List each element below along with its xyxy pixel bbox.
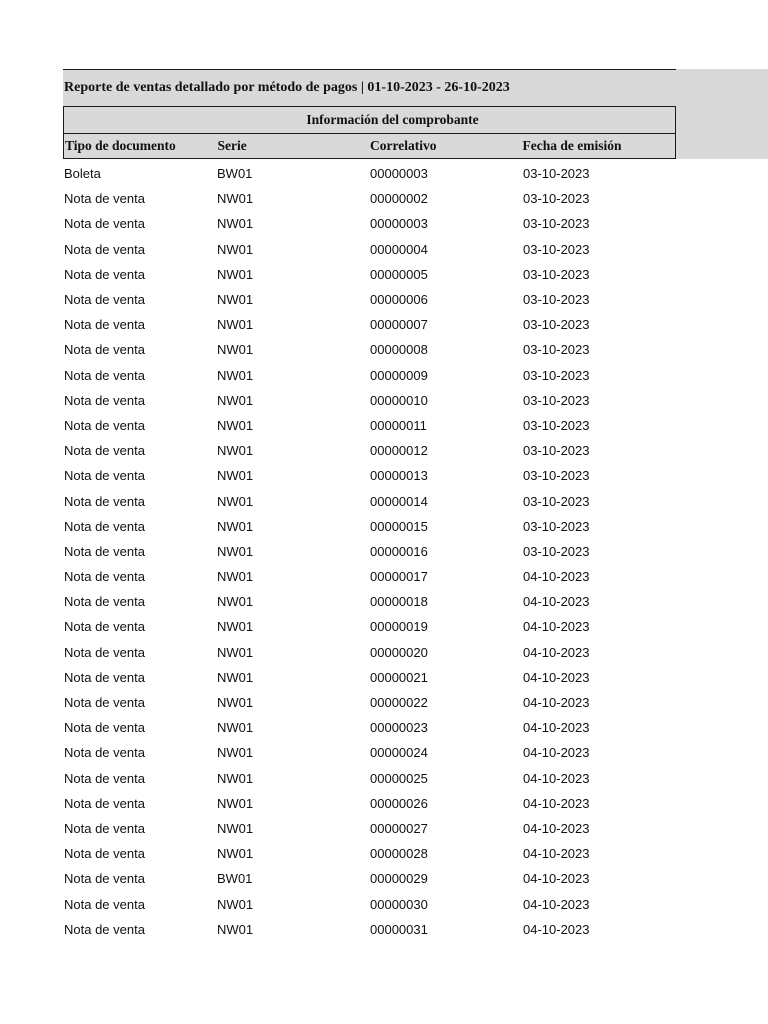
group-header-comprobante: Información del comprobante: [63, 107, 676, 133]
cell-correlativo: 00000025: [370, 770, 428, 786]
table-row: [63, 589, 676, 614]
cell-fecha-emision: 03-10-2023: [523, 367, 590, 383]
cell-tipo-documento: Nota de venta: [64, 770, 145, 786]
column-header-tipo-documento: Tipo de documento: [65, 138, 176, 153]
cell-correlativo: 00000021: [370, 669, 428, 685]
cell-correlativo: 00000028: [370, 846, 428, 862]
cell-fecha-emision: 03-10-2023: [523, 443, 590, 459]
cell-fecha-emision: 03-10-2023: [523, 392, 590, 408]
table-row: [63, 438, 676, 463]
table-row: [63, 740, 676, 765]
cell-correlativo: 00000027: [370, 820, 428, 836]
cell-serie: NW01: [217, 468, 254, 484]
cell-serie: NW01: [217, 191, 254, 207]
cell-serie: NW01: [217, 619, 254, 635]
table-row: [63, 715, 676, 740]
cell-correlativo: 00000030: [370, 896, 428, 912]
cell-tipo-documento: Nota de venta: [64, 720, 145, 736]
cell-serie: NW01: [217, 770, 254, 786]
cell-serie: NW01: [217, 493, 254, 509]
cell-tipo-documento: Nota de venta: [64, 795, 145, 811]
cell-tipo-documento: Nota de venta: [64, 921, 145, 937]
table-row: [63, 514, 676, 539]
cell-correlativo: 00000005: [370, 266, 428, 282]
cell-serie: BW01: [217, 871, 253, 887]
table-row: [63, 312, 676, 337]
cell-serie: NW01: [217, 795, 254, 811]
cell-serie: NW01: [217, 644, 254, 660]
cell-serie: NW01: [217, 745, 254, 761]
table-row: [63, 866, 676, 891]
cell-fecha-emision: 03-10-2023: [523, 317, 590, 333]
cell-serie: NW01: [217, 317, 254, 333]
cell-correlativo: 00000013: [370, 468, 428, 484]
cell-serie: NW01: [217, 896, 254, 912]
table-row: [63, 539, 676, 564]
table-row: [63, 614, 676, 639]
table-row: [63, 791, 676, 816]
cell-correlativo: 00000011: [370, 417, 427, 433]
cell-correlativo: 00000020: [370, 644, 428, 660]
cell-tipo-documento: Nota de venta: [64, 594, 145, 610]
cell-tipo-documento: Nota de venta: [64, 871, 145, 887]
table-row: [63, 640, 676, 665]
cell-tipo-documento: Nota de venta: [64, 669, 145, 685]
cell-serie: NW01: [217, 846, 254, 862]
cell-tipo-documento: Nota de venta: [64, 846, 145, 862]
cell-tipo-documento: Nota de venta: [64, 241, 145, 257]
cell-serie: NW01: [217, 720, 254, 736]
table-row: [63, 186, 676, 211]
table-row: [63, 665, 676, 690]
column-header-correlativo: Correlativo: [370, 138, 437, 153]
column-header-serie: Serie: [217, 138, 247, 153]
cell-serie: NW01: [217, 518, 254, 534]
cell-fecha-emision: 03-10-2023: [523, 216, 590, 232]
cell-tipo-documento: Boleta: [64, 166, 101, 182]
cell-fecha-emision: 04-10-2023: [523, 619, 590, 635]
table-row: [63, 161, 676, 186]
table-row: [63, 690, 676, 715]
table-row: [63, 388, 676, 413]
cell-correlativo: 00000026: [370, 795, 428, 811]
cell-fecha-emision: 04-10-2023: [523, 896, 590, 912]
cell-correlativo: 00000029: [370, 871, 428, 887]
cell-serie: NW01: [217, 342, 254, 358]
cell-fecha-emision: 04-10-2023: [523, 669, 590, 685]
cell-fecha-emision: 04-10-2023: [523, 644, 590, 660]
table-row: [63, 564, 676, 589]
table-row: [63, 841, 676, 866]
cell-serie: NW01: [217, 695, 254, 711]
sales-report-table: [63, 69, 676, 942]
cell-serie: NW01: [217, 443, 254, 459]
table-row: [63, 363, 676, 388]
cell-serie: BW01: [217, 166, 253, 182]
cell-fecha-emision: 04-10-2023: [523, 594, 590, 610]
table-row: [63, 488, 676, 513]
cell-correlativo: 00000003: [370, 166, 428, 182]
table-row: [63, 816, 676, 841]
cell-serie: NW01: [217, 292, 254, 308]
cell-fecha-emision: 04-10-2023: [523, 795, 590, 811]
cell-tipo-documento: Nota de venta: [64, 569, 145, 585]
table-row: [63, 211, 676, 236]
cell-fecha-emision: 03-10-2023: [523, 417, 590, 433]
cell-tipo-documento: Nota de venta: [64, 443, 145, 459]
cell-fecha-emision: 03-10-2023: [523, 468, 590, 484]
cell-serie: NW01: [217, 594, 254, 610]
cell-serie: NW01: [217, 417, 254, 433]
table-row: [63, 891, 676, 916]
cell-correlativo: 00000004: [370, 241, 428, 257]
cell-tipo-documento: Nota de venta: [64, 417, 145, 433]
table-row: [63, 766, 676, 791]
cell-serie: NW01: [217, 569, 254, 585]
cell-correlativo: 00000018: [370, 594, 428, 610]
cell-serie: NW01: [217, 669, 254, 685]
table-row: [63, 337, 676, 362]
cell-correlativo: 00000009: [370, 367, 428, 383]
cell-tipo-documento: Nota de venta: [64, 820, 145, 836]
cell-serie: NW01: [217, 241, 254, 257]
cell-serie: NW01: [217, 392, 254, 408]
cell-correlativo: 00000016: [370, 543, 428, 559]
table-row: [63, 237, 676, 262]
cell-tipo-documento: Nota de venta: [64, 745, 145, 761]
cell-correlativo: 00000003: [370, 216, 428, 232]
cell-correlativo: 00000012: [370, 443, 428, 459]
report-title: Reporte de ventas detallado por método de pagos | 01-10-2023 - 26-10-2023: [63, 69, 676, 107]
cell-fecha-emision: 04-10-2023: [523, 720, 590, 736]
cell-correlativo: 00000002: [370, 191, 428, 207]
cell-tipo-documento: Nota de venta: [64, 896, 145, 912]
cell-tipo-documento: Nota de venta: [64, 392, 145, 408]
cell-fecha-emision: 04-10-2023: [523, 921, 590, 937]
cell-tipo-documento: Nota de venta: [64, 644, 145, 660]
cell-tipo-documento: Nota de venta: [64, 266, 145, 282]
cell-correlativo: 00000019: [370, 619, 428, 635]
cell-tipo-documento: Nota de venta: [64, 292, 145, 308]
cell-correlativo: 00000007: [370, 317, 428, 333]
cell-correlativo: 00000031: [370, 921, 428, 937]
cell-fecha-emision: 04-10-2023: [523, 871, 590, 887]
table-row: [63, 262, 676, 287]
cell-fecha-emision: 04-10-2023: [523, 569, 590, 585]
cell-fecha-emision: 03-10-2023: [523, 241, 590, 257]
cell-tipo-documento: Nota de venta: [64, 317, 145, 333]
cell-serie: NW01: [217, 921, 254, 937]
cell-fecha-emision: 03-10-2023: [523, 191, 590, 207]
cell-correlativo: 00000022: [370, 695, 428, 711]
column-header-fecha-emision: Fecha de emisión: [522, 138, 622, 153]
cell-correlativo: 00000015: [370, 518, 428, 534]
cell-serie: NW01: [217, 367, 254, 383]
cell-fecha-emision: 03-10-2023: [523, 166, 590, 182]
cell-fecha-emision: 04-10-2023: [523, 846, 590, 862]
cell-tipo-documento: Nota de venta: [64, 216, 145, 232]
cell-tipo-documento: Nota de venta: [64, 191, 145, 207]
table-row: [63, 287, 676, 312]
cell-tipo-documento: Nota de venta: [64, 518, 145, 534]
table-row: [63, 413, 676, 438]
cell-tipo-documento: Nota de venta: [64, 695, 145, 711]
cell-fecha-emision: 04-10-2023: [523, 770, 590, 786]
column-header-row: [63, 133, 676, 159]
cell-fecha-emision: 03-10-2023: [523, 518, 590, 534]
header-shading-extension: [676, 69, 768, 159]
cell-tipo-documento: Nota de venta: [64, 493, 145, 509]
cell-tipo-documento: Nota de venta: [64, 619, 145, 635]
cell-tipo-documento: Nota de venta: [64, 468, 145, 484]
cell-correlativo: 00000006: [370, 292, 428, 308]
table-body: [63, 161, 676, 942]
cell-correlativo: 00000024: [370, 745, 428, 761]
cell-fecha-emision: 04-10-2023: [523, 745, 590, 761]
table-row: [63, 917, 676, 942]
cell-fecha-emision: 03-10-2023: [523, 493, 590, 509]
cell-tipo-documento: Nota de venta: [64, 342, 145, 358]
cell-fecha-emision: 03-10-2023: [523, 543, 590, 559]
cell-correlativo: 00000010: [370, 392, 428, 408]
cell-correlativo: 00000014: [370, 493, 428, 509]
table-row: [63, 463, 676, 488]
cell-tipo-documento: Nota de venta: [64, 367, 145, 383]
cell-fecha-emision: 03-10-2023: [523, 342, 590, 358]
cell-serie: NW01: [217, 266, 254, 282]
cell-serie: NW01: [217, 216, 254, 232]
cell-serie: NW01: [217, 543, 254, 559]
cell-correlativo: 00000017: [370, 569, 428, 585]
cell-fecha-emision: 03-10-2023: [523, 266, 590, 282]
cell-correlativo: 00000008: [370, 342, 428, 358]
cell-serie: NW01: [217, 820, 254, 836]
cell-fecha-emision: 04-10-2023: [523, 820, 590, 836]
cell-tipo-documento: Nota de venta: [64, 543, 145, 559]
cell-fecha-emision: 03-10-2023: [523, 292, 590, 308]
cell-correlativo: 00000023: [370, 720, 428, 736]
cell-fecha-emision: 04-10-2023: [523, 695, 590, 711]
